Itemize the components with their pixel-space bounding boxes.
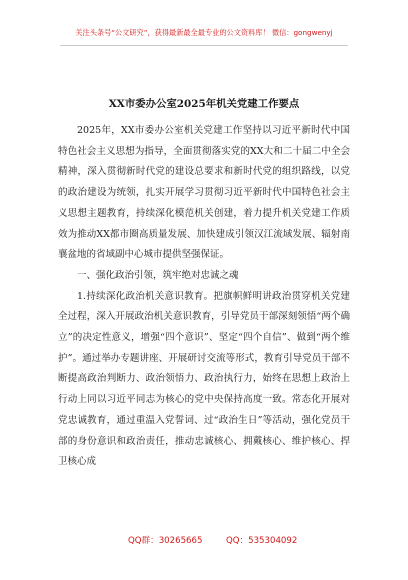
document-title: XX市委办公室2025年机关党建工作要点	[108, 98, 300, 110]
footer-qq-group: QQ群：30265665	[128, 536, 203, 546]
document-body	[58, 121, 350, 473]
section-heading-1: 一、强化政治引领，筑牢绝对忠诚之魂	[77, 269, 239, 281]
header-divider	[60, 45, 348, 46]
footer-qq-number: QQ：535304092	[226, 536, 298, 546]
header-banner: 关注头条号“公文研究”，获得最新最全最专业的公文资料库！ 微信：gongwenyj	[75, 28, 333, 37]
footer-contact	[0, 534, 408, 548]
paragraph-item-1: 1.持续深化政治机关意识教育。把旗帜鲜明讲政治贯穿机关党建全过程，深入开展政治机关意识教育，引导党员干部深刻领悟“两个确立”的决定性意义，增强“四个意识”、坚定“四个自信”、做到“两个维护”。通过举办专题讲座、开展研讨交流等形式，教育引导党员干部不断提高政治判断力、政治领悟力、政治执行力，始终在思想上政治上行动上同以习近平同志为核心的党中央保持高度一致。常态化开展对党忠诚教育，通过重温入党誓词、过“政治生日”等活动，强化党员干部的身份意识和政治责任，推动忠诚核心、拥戴核心、维护核心、捍卫核心成	[58, 290, 350, 468]
paragraph-intro: 2025年，XX市委办公室机关党建工作坚持以习近平新时代中国特色社会主义思想为指导，全面贯彻落实党的XX大和二十届二中全会精神，深入贯彻新时代党的建设总要求和新时代党的组织路线，以党的政治建设为统领，扎实开展学习贯彻习近平新时代中国特色社会主义思想主题教育，持续深化模范机关创建，着力提升机关党建工作质效为推动XX都市圈高质量发展、加快建成引领汉江流域发展、辐射南襄盆地的省域副中心城市提供坚强保证。	[58, 125, 350, 261]
